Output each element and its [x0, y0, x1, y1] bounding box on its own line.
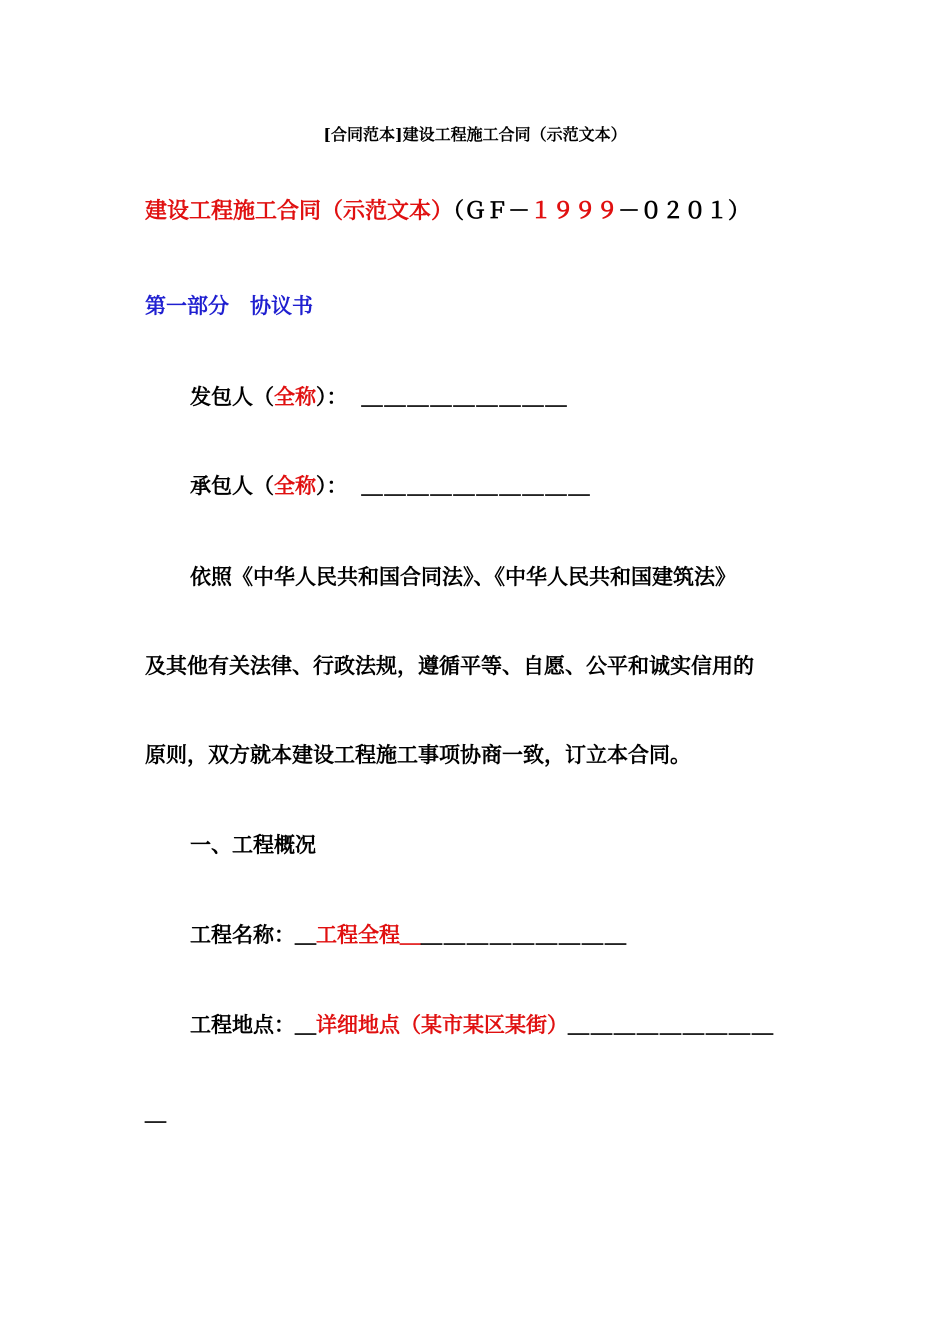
contractor-line [190, 475, 592, 496]
project-location-label: 工程地点： [190, 1012, 295, 1037]
employer-line [190, 386, 569, 407]
project-name-blank-pre[interactable]: ＿ [295, 922, 316, 947]
project-location-line [190, 1014, 775, 1035]
document-header: [合同范本]建设工程施工合同（示范文本） [323, 125, 627, 144]
section-heading: 一、工程概况 [190, 832, 316, 857]
paragraph-line-2: 及其他有关法律、行政法规，遵循平等、自愿、公平和诚实信用的 [145, 653, 754, 678]
contract-title [145, 200, 750, 222]
project-name-value[interactable]: 工程全程 [316, 922, 400, 947]
contract-code-open: （ＧＦ－ [453, 198, 531, 224]
continuation-blank[interactable]: ＿ [145, 1100, 166, 1125]
paragraph-line-1: 依照《中华人民共和国合同法》、《中华人民共和国建筑法》 [190, 564, 736, 589]
project-name-blank-post-1[interactable]: ＿ [400, 922, 421, 947]
project-location-blank-pre[interactable]: ＿ [295, 1012, 316, 1037]
contract-title-name: 建设工程施工合同（示范文本） [145, 198, 454, 224]
employer-label: 发包人（ [190, 384, 274, 409]
paragraph-line-3: 原则，双方就本建设工程施工事项协商一致，订立本合同。 [145, 742, 691, 767]
contract-code-year: １９９９ [530, 198, 619, 224]
project-location-value[interactable]: 详细地点（某市某区某街） [316, 1012, 568, 1037]
part-title: 第一部分 协议书 [145, 293, 313, 318]
contractor-suffix: ）： [316, 473, 348, 498]
employer-suffix: ）： [316, 384, 348, 409]
project-location-blank-post[interactable]: ＿＿＿＿＿＿＿＿＿ [568, 1012, 775, 1037]
contract-code-rest: －０２０１） [618, 198, 751, 224]
contractor-blank[interactable]: ＿＿＿＿＿＿＿＿＿＿ [361, 473, 592, 498]
employer-field: 全称 [274, 384, 316, 409]
project-name-label: 工程名称： [190, 922, 295, 947]
contractor-field: 全称 [274, 473, 316, 498]
project-name-line [190, 924, 628, 945]
employer-blank[interactable]: ＿＿＿＿＿＿＿＿＿ [361, 384, 569, 409]
project-name-blank-post-2[interactable]: ＿＿＿＿＿＿＿＿＿ [421, 922, 628, 947]
contractor-label: 承包人（ [190, 473, 274, 498]
